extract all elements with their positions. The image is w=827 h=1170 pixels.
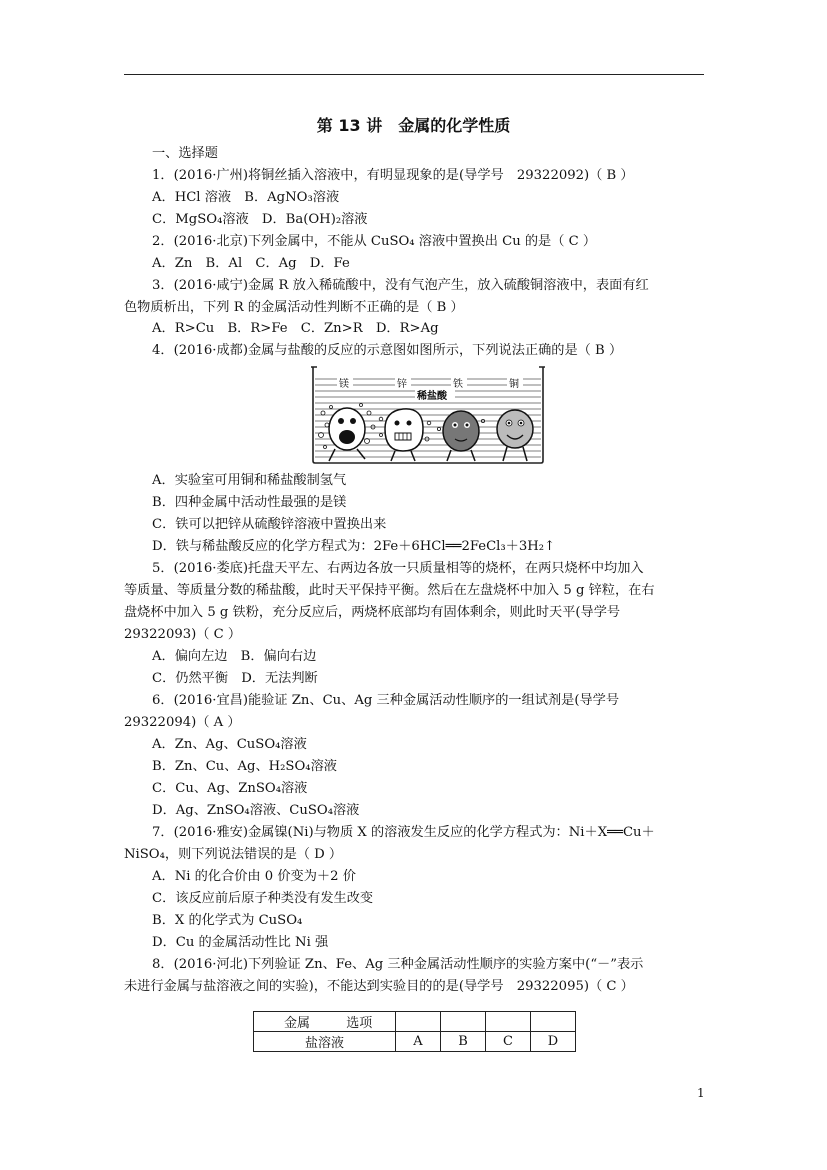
question-5-cont-2: 盘烧杯中加入 5 g 铁粉，充分反应后，两烧杯底部均有固体剩余，则此时天平(导学号 — [124, 605, 621, 620]
table-cell — [531, 1012, 576, 1032]
question-1-options-ab: A．HCl 溶液 B．AgNO₃溶液 — [152, 190, 340, 205]
table-col-d: D — [531, 1032, 576, 1052]
table-row-label: 盐溶液 — [254, 1032, 396, 1052]
iron-character — [437, 411, 484, 461]
question-6-option-c: C．Cu、Ag、ZnSO₄溶液 — [152, 781, 308, 796]
header-rule — [124, 74, 704, 75]
table-cell — [486, 1012, 531, 1032]
table-col-c: C — [486, 1032, 531, 1052]
question-5-options-ab: A．偏向左边 B．偏向右边 — [152, 649, 317, 664]
question-6-cont: 29322094)（ A ） — [124, 715, 241, 730]
label-zn: 锌 — [397, 379, 407, 390]
page-number: 1 — [697, 1086, 705, 1100]
question-2: 2．(2016·北京)下列金属中，不能从 CuSO₄ 溶液中置换出 Cu 的是（ C ） — [152, 234, 597, 249]
question-6: 6．(2016·宜昌)能验证 Zn、Cu、Ag 三种金属活动性顺序的一组试剂是(导学号 — [152, 693, 620, 708]
question-8: 8．(2016·河北)下列验证 Zn、Fe、Ag 三种金属活动性顺序的实验方案中(“－”表示 — [152, 957, 644, 972]
table-cell — [396, 1012, 441, 1032]
question-4-option-b: B．四种金属中活动性最强的是镁 — [152, 495, 347, 510]
question-2-options: A．Zn B．Al C．Ag D．Fe — [152, 256, 350, 271]
question-1-options-cd: C．MgSO₄溶液 D．Ba(OH)₂溶液 — [152, 212, 368, 227]
label-fe: 铁 — [453, 379, 463, 390]
question-5-cont-1: 等质量、等质量分数的稀盐酸，此时天平保持平衡。然后在左盘烧杯中加入 5 g 锌粒，在右 — [124, 583, 655, 598]
question-3-cont: 色物质析出，下列 R 的金属活动性判断不正确的是（ B ） — [124, 300, 464, 315]
question-5-options-cd: C．仍然平衡 D．无法判断 — [152, 671, 318, 686]
question-4: 4．(2016·成都)金属与盐酸的反应的示意图如图所示，下列说法正确的是（ B ） — [152, 343, 623, 358]
question-5: 5．(2016·娄底)托盘天平左、右两边各放一只质量相等的烧杯，在两只烧杯中均加入 — [152, 561, 644, 576]
question-1: 1．(2016·广州)将铜丝插入溶液中，有明显现象的是(导学号 29322092)（ B ） — [152, 168, 634, 183]
table-col-b: B — [441, 1032, 486, 1052]
question-7-option-a: A．Ni 的化合价由 0 价变为＋2 价 — [152, 869, 356, 884]
table-cell — [441, 1012, 486, 1032]
question-6-option-d: D．Ag、ZnSO₄溶液、CuSO₄溶液 — [152, 803, 360, 818]
table-header-option: 选项 — [346, 1016, 373, 1031]
question-8-cont: 未进行金属与盐溶液之间的实验)，不能达到实验目的的是(导学号 29322095)（ C ） — [124, 979, 634, 994]
question-5-cont-3: 29322093)（ C ） — [124, 627, 242, 642]
label-acid: 稀盐酸 — [417, 391, 447, 402]
question-4-option-a: A．实验室可用铜和稀盐酸制氢气 — [152, 473, 347, 488]
magnesium-character — [319, 404, 376, 462]
question-6-option-a: A．Zn、Ag、CuSO₄溶液 — [152, 737, 307, 752]
question-4-option-c: C．铁可以把锌从硫酸锌溶液中置换出来 — [152, 517, 387, 532]
question-7-option-d: D．Cu 的金属活动性比 Ni 强 — [152, 935, 329, 950]
section-heading: 一、选择题 — [152, 146, 218, 161]
label-mg: 镁 — [339, 379, 349, 390]
question-6-option-b: B．Zn、Cu、Ag、H₂SO₄溶液 — [152, 759, 337, 774]
copper-character — [497, 410, 533, 461]
question-4-option-d: D．铁与稀盐酸反应的化学方程式为：2Fe＋6HCl══2FeCl₃＋3H₂↑ — [152, 539, 556, 554]
label-cu: 铜 — [509, 379, 519, 390]
table-header-metal: 金属 — [284, 1016, 311, 1031]
question-3-options: A．R>Cu B．R>Fe C．Zn>R D．R>Ag — [152, 321, 439, 336]
page-title: 第 13 讲 金属的化学性质 — [316, 116, 511, 135]
question-7-option-c: C．该反应前后原子种类没有发生改变 — [152, 891, 374, 906]
table-header-cell — [254, 1012, 396, 1032]
question-7-cont: NiSO₄，则下列说法错误的是（ D ） — [124, 847, 343, 862]
experiment-table — [253, 1011, 576, 1052]
question-3: 3．(2016·咸宁)金属 R 放入稀硫酸中，没有气泡产生，放入硫酸铜溶液中，表面有红 — [152, 278, 649, 293]
table-col-a: A — [396, 1032, 441, 1052]
question-7: 7．(2016·雅安)金属镍(Ni)与物质 X 的溶液发生反应的化学方程式为：Ni＋X══Cu＋ — [152, 825, 655, 840]
question-7-option-b: B．X 的化学式为 CuSO₄ — [152, 913, 303, 928]
zinc-character — [379, 409, 431, 461]
metal-acid-figure — [311, 363, 545, 465]
